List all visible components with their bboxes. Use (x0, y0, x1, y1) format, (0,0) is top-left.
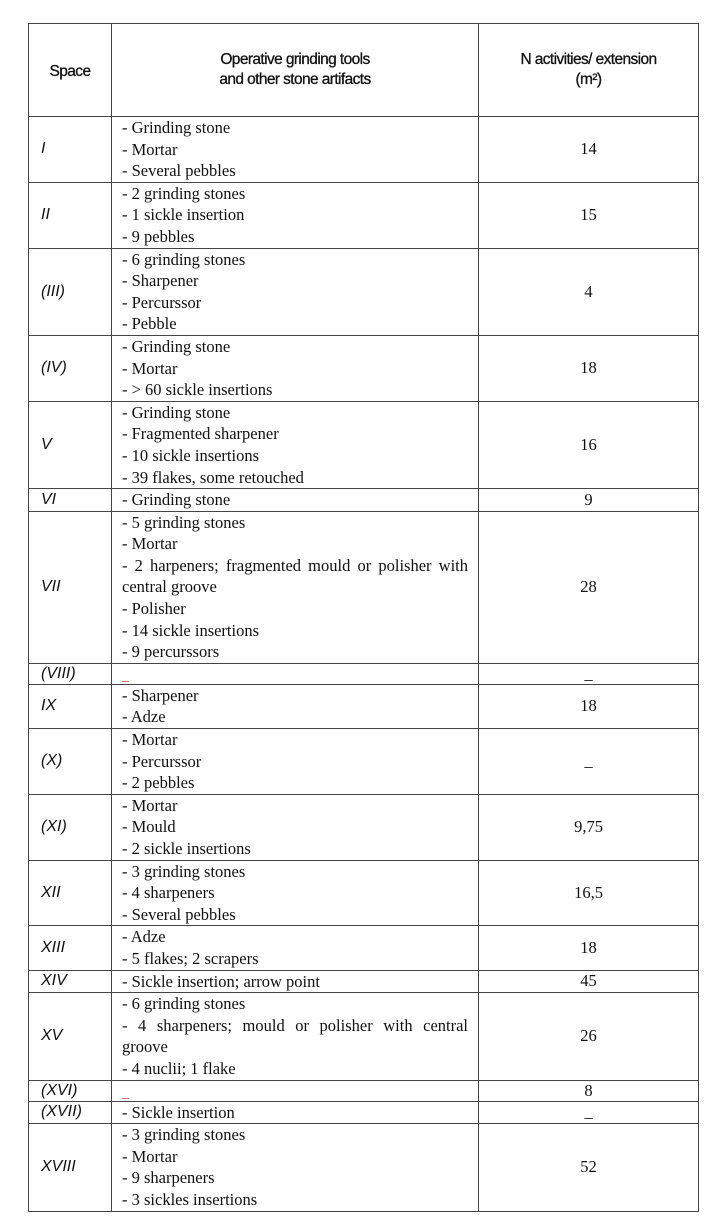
artifact-item: - 1 sickle insertion (122, 205, 245, 225)
artifact-item: - Sickle insertion; arrow point (122, 971, 320, 991)
table-row (29, 993, 699, 1080)
extension-value-cell: 52 (479, 1124, 699, 1211)
table-row (29, 182, 699, 248)
artifact-item: - Mortar (122, 139, 178, 159)
artifact-item: - Sharpener (122, 271, 199, 291)
artifact-item: - Adze (122, 927, 166, 947)
artifacts-cell (112, 248, 479, 335)
extension-value-cell: _ (479, 663, 699, 684)
table-row (29, 511, 699, 663)
artifact-item: - 4 sharpeners; mould or polisher with central groove (122, 1015, 468, 1057)
artifacts-cell (112, 182, 479, 248)
extension-value-cell: 14 (479, 117, 699, 183)
header-tools-line1: Operative grinding tools (220, 51, 370, 68)
space-cell: (VIII) (29, 663, 112, 684)
header-space (29, 24, 112, 117)
space-cell: XV (29, 993, 112, 1080)
header-extension-line2: (m²) (575, 71, 602, 88)
space-cell: (X) (29, 729, 112, 795)
space-cell: IX (29, 684, 112, 728)
header-extension (479, 24, 699, 117)
table-row (29, 926, 699, 970)
artifact-item: - Grinding stone (122, 490, 231, 510)
extension-value-cell: 9,75 (479, 794, 699, 860)
extension-value-cell: 16,5 (479, 860, 699, 926)
artifact-item: - Polisher (122, 599, 186, 619)
extension-value-cell: 45 (479, 970, 699, 993)
extension-value-cell: 18 (479, 335, 699, 401)
artifact-item: - 5 flakes; 2 scrapers (122, 948, 259, 968)
artifact-item: - Grinding stone (122, 402, 231, 422)
header-tools-line2: and other stone artifacts (219, 71, 371, 88)
table-row (29, 860, 699, 926)
artifacts-cell (112, 794, 479, 860)
artifacts-cell (112, 860, 479, 926)
table-row (29, 335, 699, 401)
space-cell: XIV (29, 970, 112, 993)
artifact-item: - Fragmented sharpener (122, 424, 279, 444)
artifacts-cell (112, 926, 479, 970)
table-row (29, 663, 699, 684)
artifact-item: - 10 sickle insertions (122, 445, 260, 465)
artifact-item: - Percurssor (122, 751, 202, 771)
extension-value-cell: _ (479, 1101, 699, 1124)
table-row (29, 489, 699, 512)
space-cell: (XVI) (29, 1080, 112, 1101)
artifact-item: - Mortar (122, 534, 178, 554)
artifact-item: - 3 grinding stones (122, 1125, 246, 1145)
table-row (29, 248, 699, 335)
extension-value-cell: 8 (479, 1080, 699, 1101)
artifacts-table (28, 23, 699, 1212)
table-row (29, 729, 699, 795)
table-row (29, 1101, 699, 1124)
space-cell: (IV) (29, 335, 112, 401)
artifact-item: - Mortar (122, 1146, 178, 1166)
artifact-item: - 39 flakes, some retouched (122, 467, 304, 487)
space-cell: VI (29, 489, 112, 512)
artifact-item: - 2 pebbles (122, 773, 195, 793)
table-row (29, 1124, 699, 1211)
table-row (29, 401, 699, 488)
table-body (29, 117, 699, 1212)
artifact-item: - Mortar (122, 795, 178, 815)
header-extension-line1: N activities/ extension (520, 51, 657, 68)
artifacts-cell (112, 511, 479, 663)
artifacts-cell (112, 489, 479, 512)
artifact-item: - 4 nuclii; 1 flake (122, 1058, 236, 1078)
artifact-item: - 14 sickle insertions (122, 620, 260, 640)
extension-value-cell: 18 (479, 684, 699, 728)
space-cell: XIII (29, 926, 112, 970)
artifact-item: - 9 percurssors (122, 642, 220, 662)
artifacts-cell (112, 684, 479, 728)
extension-value-cell: 18 (479, 926, 699, 970)
table-row (29, 1080, 699, 1101)
artifact-item: - 9 pebbles (122, 226, 195, 246)
artifact-item: - Sharpener (122, 685, 199, 705)
space-cell: (XVII) (29, 1101, 112, 1124)
artifacts-cell (112, 1124, 479, 1211)
extension-value-cell: 28 (479, 511, 699, 663)
table-row (29, 684, 699, 728)
space-cell: (XI) (29, 794, 112, 860)
extension-value-cell: 15 (479, 182, 699, 248)
artifact-item: - Mortar (122, 358, 178, 378)
header-row (29, 24, 699, 117)
space-cell: XVIII (29, 1124, 112, 1211)
artifact-item: - Mould (122, 817, 176, 837)
artifacts-cell (112, 993, 479, 1080)
artifacts-cell (112, 663, 479, 684)
artifact-item: - Percurssor (122, 292, 202, 312)
header-tools (112, 24, 479, 117)
header-space-label: Space (49, 63, 91, 80)
artifact-item: - 9 sharpeners (122, 1168, 215, 1188)
artifacts-cell (112, 1080, 479, 1101)
artifact-item: - 6 grinding stones (122, 249, 246, 269)
artifacts-cell (112, 335, 479, 401)
artifact-item: - Adze (122, 707, 166, 727)
artifact-item: - Sickle insertion (122, 1102, 235, 1122)
artifact-item: - > 60 sickle insertions (122, 380, 273, 400)
space-cell: I (29, 117, 112, 183)
table-row (29, 970, 699, 993)
extension-value-cell: _ (479, 729, 699, 795)
space-cell: VII (29, 511, 112, 663)
empty-marker: _ (122, 1085, 129, 1101)
artifact-item: - Pebble (122, 314, 177, 334)
artifacts-cell (112, 1101, 479, 1124)
artifact-item: - 6 grinding stones (122, 994, 246, 1014)
extension-value-cell: 9 (479, 489, 699, 512)
space-cell: II (29, 182, 112, 248)
artifact-item: - 3 sickles insertions (122, 1189, 258, 1209)
extension-value-cell: 16 (479, 401, 699, 488)
artifact-item: - 4 sharpeners (122, 883, 215, 903)
artifact-item: - Grinding stone (122, 118, 231, 137)
extension-value-cell: 26 (479, 993, 699, 1080)
artifacts-cell (112, 970, 479, 993)
empty-marker: _ (122, 668, 129, 684)
space-cell: V (29, 401, 112, 488)
space-cell: (III) (29, 248, 112, 335)
artifact-item: - Mortar (122, 730, 178, 750)
artifact-item: - 2 grinding stones (122, 183, 246, 203)
artifact-item: - 2 harpeners; fragmented mould or polisher with central groove (122, 555, 468, 597)
artifact-item: - 5 grinding stones (122, 512, 246, 532)
table-row (29, 794, 699, 860)
space-cell: XII (29, 860, 112, 926)
artifact-item: - Several pebbles (122, 161, 236, 181)
table-row (29, 117, 699, 183)
artifacts-cell (112, 401, 479, 488)
artifacts-cell (112, 729, 479, 795)
artifacts-cell (112, 117, 479, 183)
artifact-item: - Grinding stone (122, 336, 231, 356)
artifact-item: - 2 sickle insertions (122, 839, 251, 858)
extension-value-cell: 4 (479, 248, 699, 335)
artifact-item: - 3 grinding stones (122, 861, 246, 881)
artifact-item: - Several pebbles (122, 904, 236, 924)
